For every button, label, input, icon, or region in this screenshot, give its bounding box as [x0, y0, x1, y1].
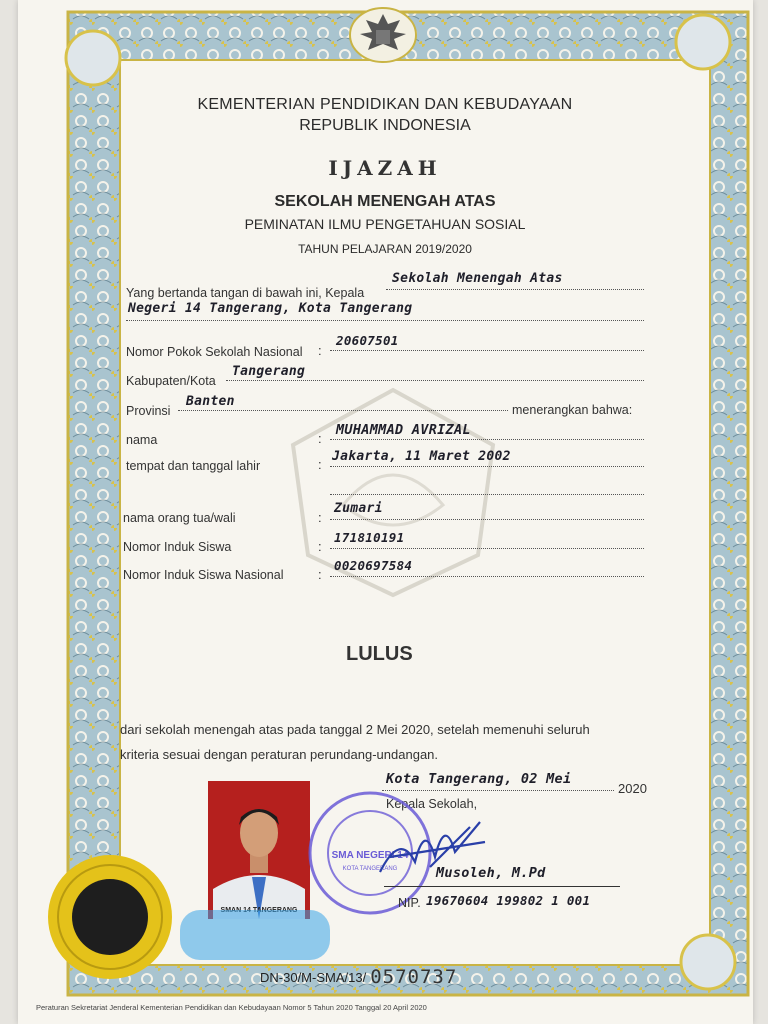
nis-label: Nomor Induk Siswa — [123, 540, 232, 554]
result-label: LULUS — [346, 643, 413, 665]
school-year: TAHUN PELAJARAN 2019/2020 — [298, 242, 472, 256]
garuda-emblem-icon — [348, 6, 418, 64]
parent-label: nama orang tua/wali — [123, 511, 236, 525]
principal-name: Musoleh, M.Pd — [436, 865, 546, 881]
npsn-label: Nomor Pokok Sekolah Nasional — [126, 345, 303, 359]
republic-title: REPUBLIK INDONESIA — [299, 117, 471, 134]
school-level: SEKOLAH MENENGAH ATAS — [274, 193, 496, 210]
birth-value: Jakarta, 11 Maret 2002 — [332, 449, 511, 464]
sign-year: 2020 — [618, 781, 647, 796]
student-portrait-icon — [208, 781, 310, 919]
footer-regulation: Peraturan Sekretariat Jenderal Kementerian Pendidikan dan Kebudayaan Nomor 5 Tahun 2020 Tanggal 20 April 2020 — [36, 1003, 427, 1012]
document-title: IJAZAH — [328, 156, 442, 180]
program-name: PEMINATAN ILMU PENGETAHUAN SOSIAL — [244, 216, 526, 232]
gold-seal-icon — [45, 852, 175, 982]
npsn-value: 20607501 — [336, 333, 399, 348]
nip-value: 19670604 199802 1 001 — [426, 893, 591, 908]
serial-number-box — [260, 962, 457, 992]
sign-place-date: Kota Tangerang, 02 Mei — [386, 771, 572, 787]
school-name-line-2: Negeri 14 Tangerang, Kota Tangerang — [128, 301, 413, 316]
student-name-value: MUHAMMAD AVRIZAL — [336, 422, 471, 438]
states-label: menerangkan bahwa: — [512, 403, 633, 417]
serial-prefix: DN-30/M-SMA/13/ — [260, 969, 367, 985]
parent-value: Zumari — [334, 501, 383, 516]
school-name-line-1: Sekolah Menengah Atas — [392, 271, 563, 286]
nisn-label: Nomor Induk Siswa Nasional — [123, 568, 284, 582]
nis-value: 171810191 — [334, 530, 405, 545]
birth-label: tempat dan tanggal lahir — [126, 459, 261, 473]
province-value: Banten — [186, 394, 235, 409]
ministry-title: KEMENTERIAN PENDIDIKAN DAN KEBUDAYAAN — [197, 96, 573, 113]
serial-number: 0570737 — [370, 966, 458, 988]
student-photo — [208, 781, 310, 919]
nip-label: NIP. — [398, 896, 421, 910]
stamp-line-1: SMA NEGERI 14 — [331, 850, 409, 861]
intro-label: Yang bertanda tangan di bawah ini, Kepala — [126, 286, 365, 300]
statement-line-1: dari sekolah menengah atas pada tanggal 2 Mei 2020, setelah memenuhi seluruh — [120, 722, 590, 737]
nisn-value: 0020697584 — [334, 558, 413, 573]
regency-label: Kabupaten/Kota — [126, 374, 216, 388]
statement-line-2: kriteria sesuai dengan peraturan perundang-undangan. — [120, 747, 439, 762]
sign-position: Kepala Sekolah, — [386, 797, 478, 811]
regency-value: Tangerang — [232, 364, 306, 379]
stamp-line-2: KOTA TANGERANG — [342, 866, 398, 872]
student-name-label: nama — [126, 433, 158, 447]
province-label: Provinsi — [126, 404, 171, 418]
